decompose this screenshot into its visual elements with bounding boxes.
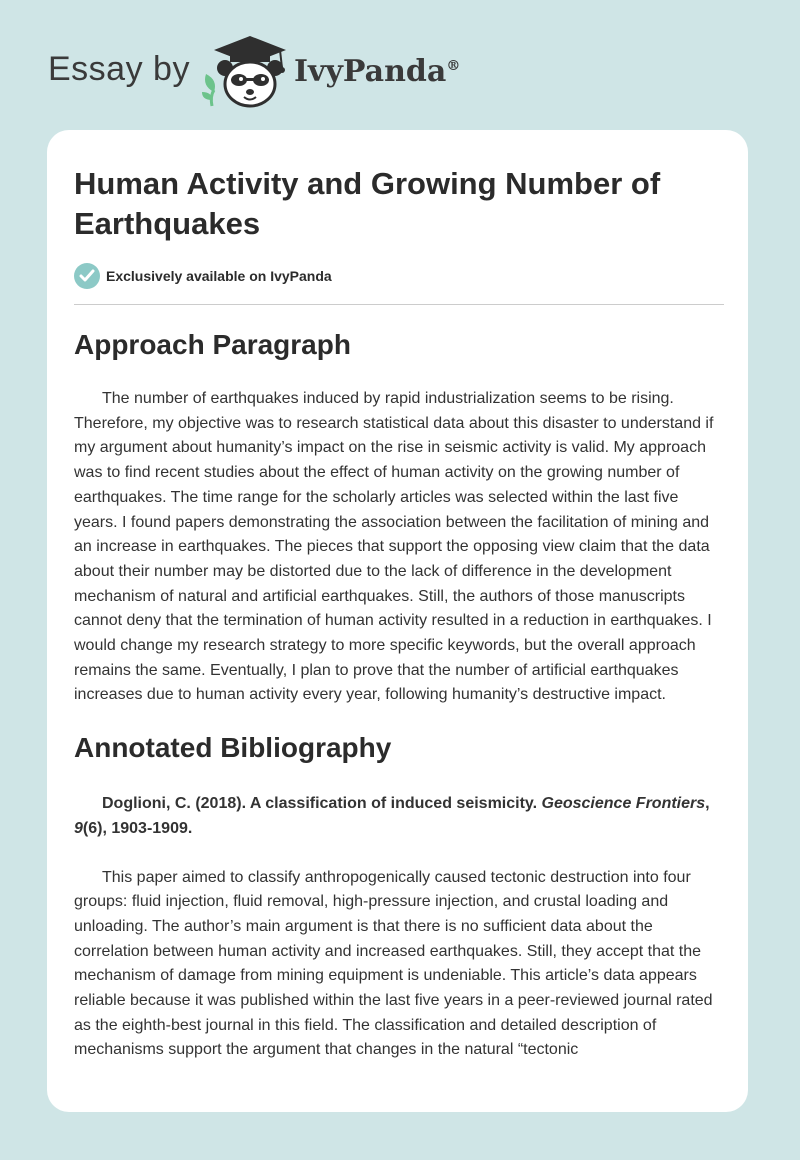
- divider: [74, 304, 724, 305]
- citation-pages: (6), 1903-1909.: [82, 819, 193, 837]
- article-title: Human Activity and Growing Number of Earthquakes: [74, 166, 661, 241]
- check-icon: [74, 263, 100, 289]
- citation-volume: 9: [74, 819, 83, 837]
- site-header: [48, 34, 648, 114]
- article-card: [47, 130, 748, 1112]
- citation-journal: Geoscience Frontiers: [541, 795, 706, 813]
- essay-by-label: Essay by: [48, 50, 190, 88]
- panda-logo-icon[interactable]: [200, 34, 292, 110]
- section-heading-approach: Approach Paragraph: [74, 329, 351, 360]
- citation-authors-title: Doglioni, C. (2018). A classification of induced seismicity.: [102, 795, 542, 813]
- approach-paragraph: The number of earthquakes induced by rapid industrialization seems to be rising. Therefore, my objective was to research statistical data about this disaster to understand if my argument about humanity’s impact on the rise in seismic activity is valid. My approach was to find recent studies about the effect of human activity on the growing number of earthquakes. The time range for the scholarly articles was selected within the last five years. I found papers demonstrating the association between the facilitation of mining and an increase in earthquakes. The pieces that support the opposing view claim that the data about their number may be distorted due to the lack of difference in the development mechanism of natural and artificial earthquakes. Still, the authors of those manuscripts cannot deny that the termination of human activity resulted in a reduction in earthquakes. I would change my research strategy to more specific keywords, but the overall approach remains the same. Eventually, I plan to prove that the number of artificial earthquakes increases due to human activity every year, following humanity’s destructive impact.: [74, 390, 714, 704]
- brand-name[interactable]: IvyPanda®: [294, 54, 461, 89]
- section-heading-bibliography: Annotated Bibliography: [74, 732, 392, 764]
- exclusive-badge: [74, 262, 724, 290]
- annotation-paragraph: This paper aimed to classify anthropogenically caused tectonic destruction into four groups: fluid injection, fluid removal, high-pressure injection, and crustal loading and unloading. The author’s main argument is that there is no sufficient data about the correlation between human activity and increased earthquakes. Still, they accept that the mechanism of damage from mining equipment is undeniable. This article’s data appears reliable because it was published within the last five years in a peer-reviewed journal rated as the eighth-best journal in this field. The classification and detailed description of mechanisms support the argument that changes in the natural “tectonic: [74, 868, 713, 1059]
- exclusive-label: Exclusively available on IvyPanda: [106, 268, 332, 284]
- registered-mark: ®: [446, 58, 461, 74]
- bibliography-citation: Doglioni, C. (2018). A classification of induced seismicity. Geoscience Frontiers, 9(6), 1903-1909.: [74, 795, 710, 837]
